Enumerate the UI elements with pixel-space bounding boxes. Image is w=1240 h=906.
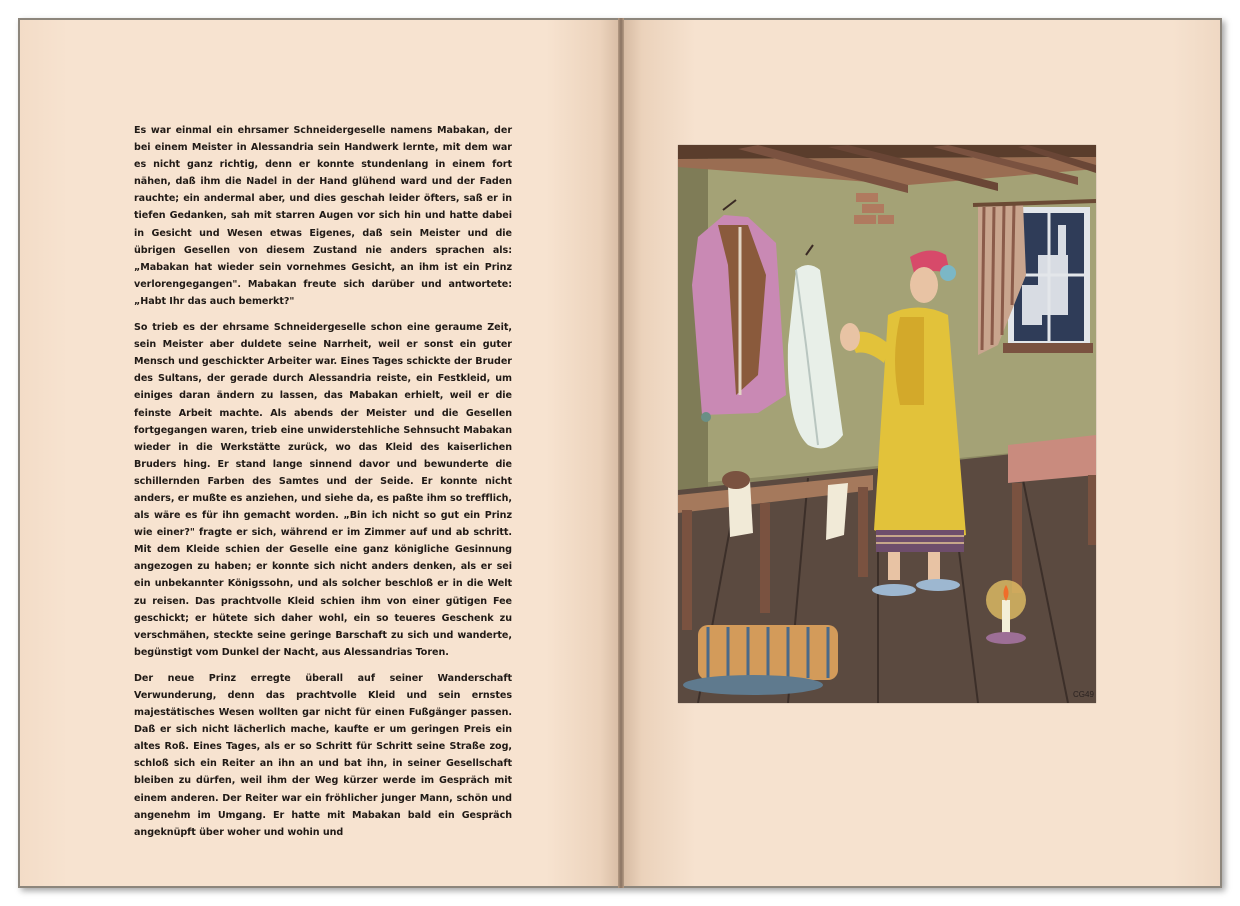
illustration-tailor-in-robe [678, 145, 1096, 703]
illustration-signature: CG49 [1073, 690, 1094, 699]
paragraph-2: So trieb es der ehrsame Schneidergeselle schon eine geraume Zeit, sein Meister aber duldete seine Narrheit, weil er sonst ein guter Mensch und geschickter Arbeiter war. Eines Tages schickte der Bruder des Sultans, der gerade durch Alessandria reiste, ein Festkleid, um einiges daran ändern zu lassen, das Mabakan erhielt, weil er die feinste Arbeit machte. Als abends der Meister und die Gesellen fortgegangen waren, trieb eine unwiderstehliche Sehnsucht Mabakan wieder in die Werkstätte zurück, wo das Kleid des kaiserlichen Bruders hing. Er stand lange sinnend davor und bewunderte die schillernden Farben des Samtes und der Seide. Er konnte nicht anders, er mußte es anziehen, und siehe da, es paßte ihm so trefflich, als wäre es für ihn gemacht worden. „Bin ich nicht so gut ein Prinz wie einer?" fragte er sich, während er im Zimmer auf und ab schritt. Mit dem Kleide schien der Geselle eine ganz königliche Gesinnung angezogen zu haben; er konnte sich nicht anders denken, als er sei ein unbekannter Königssohn, und als solcher beschloß er in die Welt zu reisen. Das prachtvolle Kleid schien ihm von einer gütigen Fee geschickt; er hütete sich daher wohl, ein so teueres Geschenk zu verschmähen, steckte seine geringe Barschaft zu sich und wanderte, begünstigt vom Dunkel der Nacht, aus Alessandrias Toren. [134, 322, 512, 658]
left-page [20, 20, 618, 886]
paragraph-3: Der neue Prinz erregte überall auf seiner Wanderschaft Verwunderung, denn das prachtvolle Kleid und sein ernstes majestätisches Wesen wollten gar nicht für einen Fußgänger passen. Daß er sich nicht lächerlich mache, kaufte er um geringen Preis ein altes Roß. Eines Tages, als er so Schritt für Schritt seine Straße zog, schloß sich ein Reiter an ihn an und bat ihn, in seiner Gesellschaft bleiben zu dürfen, weil ihm der Weg kürzer werde im Gespräch mit einem anderen. Der Reiter war ein fröhlicher junger Mann, schön und angenehm im Umgang. Er hatte mit Mabakan bald ein Gespräch angeknüpft über woher und wohin und [134, 672, 512, 838]
paragraph-1: Es war einmal ein ehrsamer Schneidergeselle namens Mabakan, der bei einem Meister in Alessandria sein Handwerk lernte, mit dem war es nicht ganz richtig, denn er konnte stundenlang in einem fort nähen, daß ihm die Nadel in der Hand glühend ward und der Faden rauchte; ein andermal aber, und dies geschah leider öfters, saß er in tiefen Gedanken, sah mit starren Augen vor sich hin und hatte dabei in Gesicht und Wesen etwas Eigenes, daß sein Meister und die übrigen Gesellen von diesem Zustand nie anders sprachen als: „Mabakan hat wieder sein vornehmes Gesicht, an ihm ist ein Prinz verlorengegangen". Mabakan freute sich darüber und antwortete: „Habt Ihr das auch bemerkt?" [134, 125, 512, 307]
story-text [134, 122, 512, 850]
